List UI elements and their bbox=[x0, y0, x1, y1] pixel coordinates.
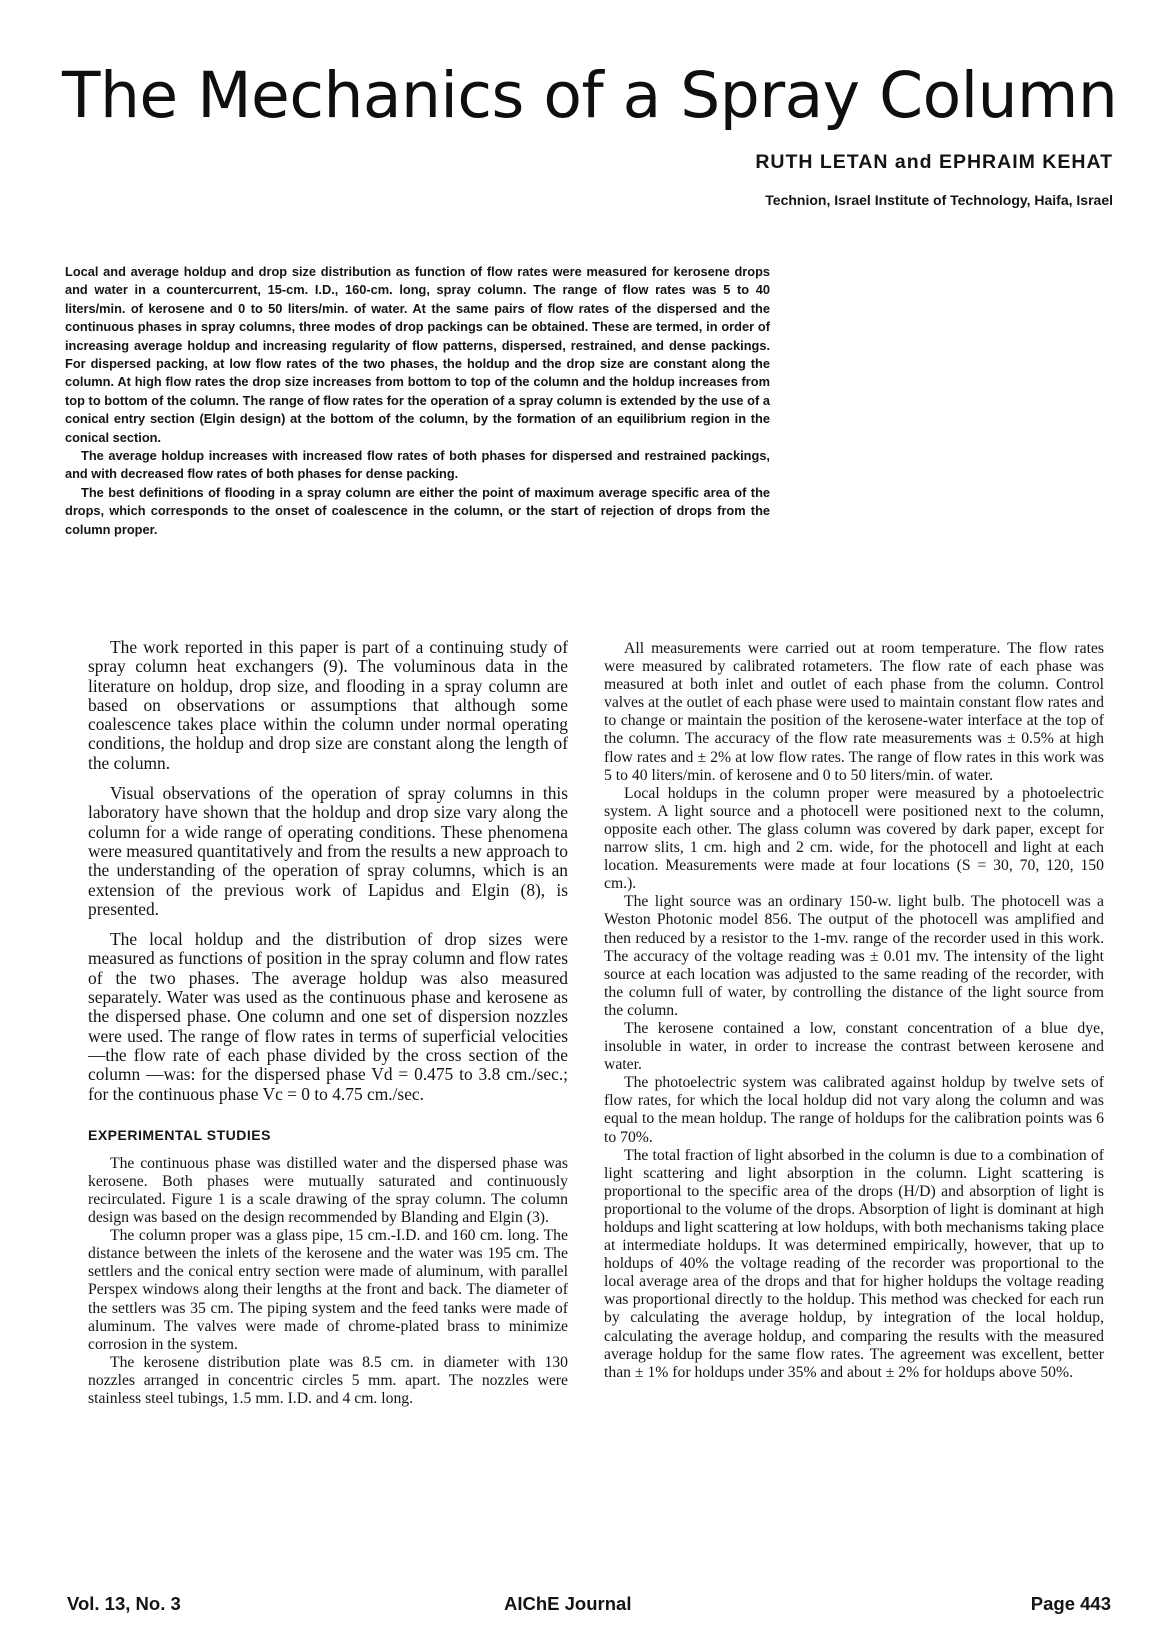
author-names: RUTH LETAN and EPHRAIM KEHAT bbox=[755, 151, 1113, 173]
body-paragraph: The kerosene distribution plate was 8.5 cm. in diameter with 130 nozzles arranged in concentric circles 5 mm. apart. The nozzles were stainless steel tubings, 1.5 mm. I.D. and 4 cm. long. bbox=[88, 1353, 568, 1408]
footer-journal: AIChE Journal bbox=[504, 1593, 632, 1614]
body-paragraph: The column proper was a glass pipe, 15 cm.-I.D. and 160 cm. long. The distance between the inlets of the kerosene and the water was 195 cm. The settlers and the conical entry section were made of aluminum, with parallel Perspex windows along their lengths at the front and back. The diameter of the settlers was 35 cm. The piping system and the feed tanks were made of aluminum. The valves were made of chrome-plated brass to minimize corrosion in the system. bbox=[88, 1227, 568, 1353]
body-paragraph: The total fraction of light absorbed in the column is due to a combination of light scattering and light absorption in the column. Light scattering is proportional to the specific area of the drops (H/D) and absorption of light is proportional to the volume of the drops. Absorption of light is dominant at high holdups and light scattering at low holdups, with both mechanisms taking place at intermediate holdups. It was determined empirically, however, that up to holdups of 40% the voltage reading of the recorder was proportional to the local average area of the drops and that for higher holdups the voltage reading was proportional directly to the holdup. This method was checked for each run by calculating the average holdup, by integration of the local holdup, calculating the average holdup, and comparing the results with the measured average holdup for the same flow rates. The agreement was excellent, better than ± 1% for holdups under 35% and about ± 2% for holdups above 50%. bbox=[604, 1146, 1104, 1381]
body-paragraph: The continuous phase was distilled water and the dispersed phase was kerosene. Both phases were mutually saturated and continuously recirculated. Figure 1 is a scale drawing of the spray column. The column design was based on the design recommended by Blanding and Elgin (3). bbox=[88, 1154, 568, 1227]
body-paragraph: The light source was an ordinary 150-w. light bulb. The photocell was a Weston Photonic model 856. The output of the photocell was amplified and then reduced by a resistor to the 1-mv. range of the recorder used in this work. The accuracy of the voltage reading was ± 0.01 mv. The intensity of the light source at each location was adjusted to the same reading of the recorder, with the column full of water, by controlling the distance of the light source from the column. bbox=[604, 893, 1104, 1019]
footer-volume: Vol. 13, No. 3 bbox=[67, 1593, 181, 1614]
article-title: The Mechanics of a Spray Column bbox=[62, 59, 1118, 132]
body-column-left bbox=[88, 638, 568, 1408]
body-paragraph: The local holdup and the distribution of drop sizes were measured as functions of position in the spray column and flow rates of the two phases. The average holdup was also measured separately. Water was used as the continuous phase and kerosene as the dispersed phase. One column and one set of dispersion nozzles were used. The range of flow rates in terms of superficial velocities—the flow rate of each phase divided by the cross section of the column —was: for the dispersed phase Vd = 0.475 to 3.8 cm./sec.; for the continuous phase Vc = 0 to 4.75 cm./sec. bbox=[88, 929, 568, 1104]
body-paragraph: The work reported in this paper is part of a continuing study of spray column heat exchangers (9). The voluminous data in the literature on holdup, drop size, and flooding in a spray column are based on observations or assumptions that although some coalescence takes place within the column under normal operating conditions, the holdup and drop size are constant along the length of the column. bbox=[88, 637, 568, 773]
section-heading: EXPERIMENTAL STUDIES bbox=[88, 1126, 271, 1143]
body-paragraph: Local holdups in the column proper were measured by a photoelectric system. A light source and a photocell were positioned next to the column, opposite each other. The glass column was covered by dark paper, except for narrow slits, 1 cm. high and 2 cm. wide, for the photocell and light at each location. Measurements were made at four locations (S = 30, 70, 120, 150 cm.). bbox=[604, 784, 1104, 893]
introduction bbox=[88, 638, 568, 1104]
body-paragraph: All measurements were carried out at room temperature. The flow rates were measured by calibrated rotameters. The flow rate of each phase was measured at both inlet and outlet of each phase from the column. Control valves at the outlet of each phase were used to maintain constant flow rates and to change or maintain the position of the kerosene-water interface at the top of the column. The accuracy of the flow rate measurements was ± 0.5% at high flow rates and ± 2% at low flow rates. The range of flow rates in this work was 5 to 40 liters/min. of kerosene and 0 to 50 liters/min. of water. bbox=[604, 640, 1104, 784]
body-paragraph: The photoelectric system was calibrated against holdup by twelve sets of flow rates, for which the local holdup did not vary along the column and was equal to the mean holdup. The range of holdups for the calibration points was 6 to 70%. bbox=[604, 1074, 1104, 1146]
abstract-paragraph: The best definitions of flooding in a spray column are either the point of maximum average specific area of the drops, which corresponds to the onset of coalescence in the column, or the start of rejection of drops from the column proper. bbox=[65, 484, 770, 537]
body-column-right bbox=[604, 640, 1104, 1382]
experimental-studies bbox=[88, 1155, 568, 1408]
body-paragraph: Visual observations of the operation of spray columns in this laboratory have shown that the holdup and drop size vary along the column for a wide range of operating conditions. These phenomena were measured quantitatively and from the results a new approach to the understanding of the operation of spray columns, which is an extension of the previous work of Lapidus and Elgin (8), is presented. bbox=[88, 783, 568, 919]
abstract bbox=[65, 263, 770, 539]
author-affiliation: Technion, Israel Institute of Technology, Haifa, Israel bbox=[765, 192, 1113, 208]
abstract-paragraph: The average holdup increases with increased flow rates of both phases for dispersed and restrained packings, and with decreased flow rates of both phases for dense packing. bbox=[65, 448, 770, 482]
abstract-paragraph: Local and average holdup and drop size distribution as function of flow rates were measured for kerosene drops and water in a countercurrent, 15-cm. I.D., 160-cm. long, spray column. The range of flow rates was 5 to 40 liters/min. of kerosene and 0 to 50 liters/min. of water. At the same pairs of flow rates of the dispersed and the continuous phases in spray columns, three modes of drop packings can be obtained. These are termed, in order of increasing average holdup and increasing regularity of flow patterns, dispersed, restrained, and dense packings. For dispersed packing, at low flow rates of the two phases, the holdup and the drop size are constant along the column. At high flow rates the drop size increases from bottom to top of the column and the holdup increases from top to bottom of the column. The range of flow rates for the operation of a spray column is extended by the use of a conical entry section (Elgin design) at the bottom of the column, by the formation of an equilibrium region in the conical section. bbox=[65, 264, 770, 445]
body-paragraph: The kerosene contained a low, constant concentration of a blue dye, insoluble in water, in order to increase the contrast between kerosene and water. bbox=[604, 1019, 1104, 1074]
footer-page-number: Page 443 bbox=[1030, 1593, 1111, 1614]
